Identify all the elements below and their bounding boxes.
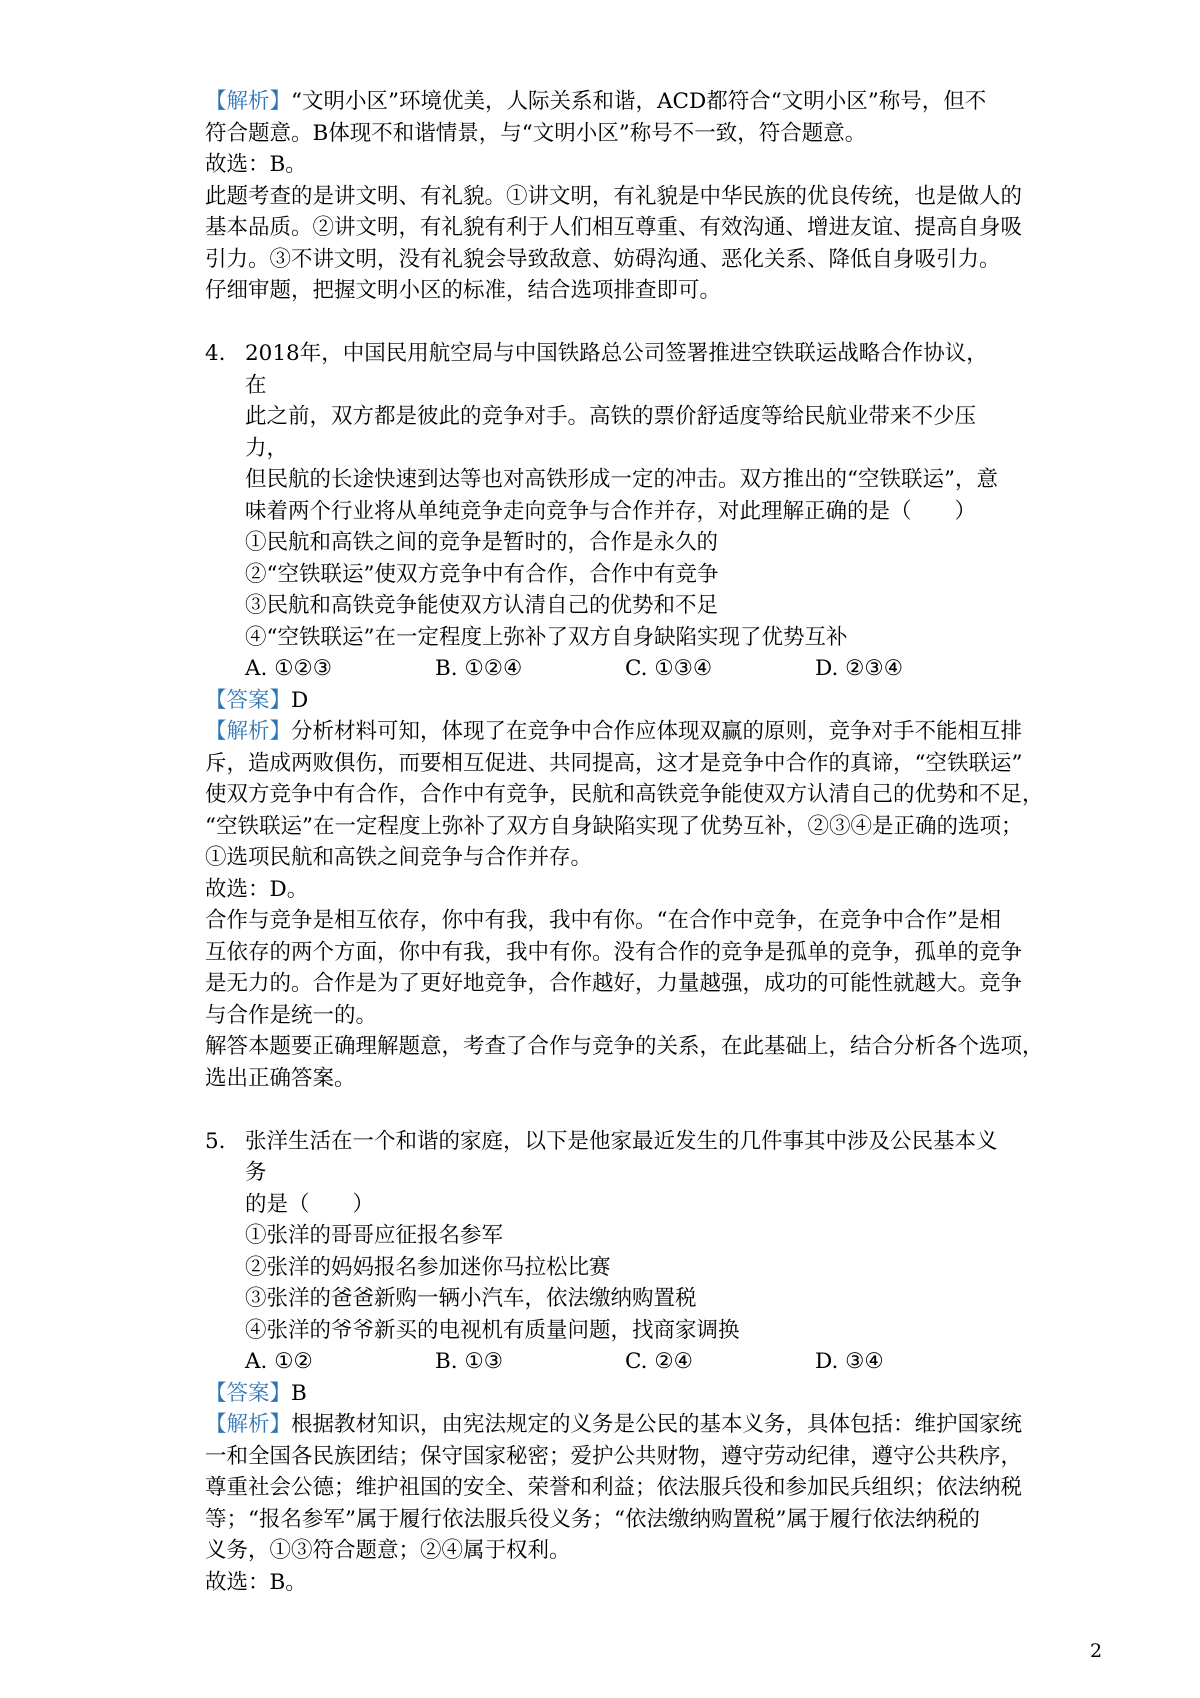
q5-answer (205, 1378, 1005, 1410)
q3-analysis-line-1: 【解析】“文明小区”环境优美，人际关系和谐，ACD都符合“文明小区”称号，但不 (205, 89, 987, 114)
q4-statement: ③民航和高铁竞争能使双方认清自己的优势和不足 (245, 593, 719, 618)
q5-stem (205, 1126, 1005, 1221)
q3-choice: 故选：B。 (205, 152, 307, 177)
q4-note-line: 合作与竞争是相互依存，你中有我，我中有你。“在合作中竞争，在竞争中合作”是相 (205, 908, 1001, 933)
q4-choice: 故选：D。 (205, 876, 309, 902)
q5-analysis-line: 义务，①③符合题意；②④属于权利。 (205, 1538, 571, 1563)
q5-analysis-line: 一和全国各民族团结；保守国家秘密；爱护公共财物，遵守劳动纪律，遵守公共秩序， (205, 1443, 1023, 1469)
analysis-tag: 【解析】 (205, 89, 292, 114)
analysis-tag: 【解析】 (205, 719, 292, 744)
q5-analysis-line: 尊重社会公德；维护祖国的安全、荣誉和利益；依法服兵役和参加民兵组织；依法纳税 (205, 1475, 1023, 1500)
q4-option-a: A. ①②③ (245, 656, 333, 681)
q4-stem-line: 但民航的长途快速到达等也对高铁形成一定的冲击。双方推出的“空铁联运”，意 (245, 467, 998, 492)
q4-option-b: B. ①②④ (435, 656, 523, 681)
q4-options (205, 653, 1005, 685)
q3-note-line: 仔细审题，把握文明小区的标准，结合选项排查即可。 (205, 278, 722, 303)
q3-analysis-line-2: 符合题意。B体现不和谐情景，与“文明小区”称号不一致，符合题意。 (205, 120, 867, 146)
analysis-tag: 【解析】 (205, 1412, 292, 1437)
q3-note-line: 引力。③不讲文明，没有礼貌会导致敌意、妨碍沟通、恶化关系、降低自身吸引力。 (205, 246, 1001, 272)
q4-option-d: D. ②③④ (815, 656, 903, 681)
q5-answer-value: B (291, 1380, 307, 1406)
q4-statement: ④“空铁联运”在一定程度上弥补了双方自身缺陷实现了优势互补 (245, 624, 848, 650)
q4-analysis-line: “空铁联运”在一定程度上弥补了双方自身缺陷实现了优势互补，②③④是正确的选项； (205, 813, 1023, 839)
q4-note-line: 是无力的。合作是为了更好地竞争，合作越好，力量越强，成功的可能性就越大。竞争 (205, 971, 1023, 996)
q4-stem-line: 此之前，双方都是彼此的竞争对手。高铁的票价舒适度等给民航业带来不少压力， (245, 404, 977, 461)
q4-note-line: 与合作是统一的。 (205, 1002, 378, 1028)
q5-analysis-line: 等；“报名参军”属于履行依法服兵役义务；“依法缴纳购置税”属于履行依法纳税的 (205, 1506, 980, 1532)
q5-analysis-line: 【解析】根据教材知识，由宪法规定的义务是公民的基本义务，具体包括：维护国家统 (205, 1412, 1023, 1437)
q5-statement: ④张洋的爷爷新买的电视机有质量问题，找商家调换 (245, 1317, 740, 1343)
q5-statement: ②张洋的妈妈报名参加迷你马拉松比赛 (245, 1254, 611, 1280)
q4-stem (205, 338, 1005, 527)
q5-option-c: C. ②④ (625, 1349, 693, 1374)
q4-analysis-line: 使双方竞争中有合作，合作中有竞争，民航和高铁竞争能使双方认清自己的优势和不足， (205, 782, 1044, 807)
q4-statement: ①民航和高铁之间的竞争是暂时的，合作是永久的 (245, 530, 719, 555)
q4-answer-value: D (291, 687, 309, 713)
q5-statement: ③张洋的爸爸新购一辆小汽车，依法缴纳购置税 (245, 1286, 697, 1311)
q5-stem-line: 张洋生活在一个和谐的家庭，以下是他家最近发生的几件事其中涉及公民基本义务 (245, 1128, 998, 1185)
q4-note-line: 解答本题要正确理解题意，考查了合作与竞争的关系，在此基础上，结合分析各个选项， (205, 1034, 1044, 1059)
q5-option-b: B. ①③ (435, 1349, 504, 1374)
q3-note-line: 基本品质。②讲文明，有礼貌有利于人们相互尊重、有效沟通、增进友谊、提高自身吸 (205, 215, 1023, 240)
q4-option-c: C. ①③④ (625, 656, 713, 681)
q5-stem-line: 的是（ ） (245, 1191, 375, 1217)
q4-answer (205, 685, 1005, 717)
page-number: 2 (1090, 1640, 1103, 1662)
q4-analysis-line: 斥，造成两败俱伤，而要相互促进、共同提高，这才是竞争中合作的真谛，“空铁联运” (205, 750, 1023, 776)
q5-option-d: D. ③④ (815, 1349, 884, 1374)
q5-options (205, 1346, 1005, 1378)
q4-analysis-line: 【解析】分析材料可知，体现了在竞争中合作应体现双赢的原则，竞争对手不能相互排 (205, 719, 1023, 744)
q4-analysis-line: ①选项民航和高铁之间竞争与合作并存。 (205, 845, 593, 870)
document-page (205, 86, 1044, 1598)
q4-note-line: 互依存的两个方面，你中有我，我中有你。没有合作的竞争是孤单的竞争，孤单的竞争 (205, 939, 1023, 965)
q4-statement: ②“空铁联运”使双方竞争中有合作，合作中有竞争 (245, 561, 719, 587)
q5-number: 5. (205, 1128, 226, 1154)
answer-tag: 【答案】 (205, 1380, 292, 1406)
q3-note-line: 此题考查的是讲文明、有礼貌。①讲文明，有礼貌是中华民族的优良传统，也是做人的 (205, 183, 1023, 209)
q4-note-line: 选出正确答案。 (205, 1065, 356, 1091)
q5-option-a: A. ①② (245, 1349, 313, 1374)
q4-number: 4. (205, 341, 226, 366)
q4-stem-line: 味着两个行业将从单纯竞争走向竞争与合作并存，对此理解正确的是（ ） (245, 498, 977, 524)
q5-statement: ①张洋的哥哥应征报名参军 (245, 1223, 504, 1248)
q5-choice: 故选：B。 (205, 1569, 307, 1595)
q4-stem-line: 2018年，中国民用航空局与中国铁路总公司签署推进空铁联运战略合作协议，在 (245, 341, 988, 398)
answer-tag: 【答案】 (205, 687, 292, 713)
